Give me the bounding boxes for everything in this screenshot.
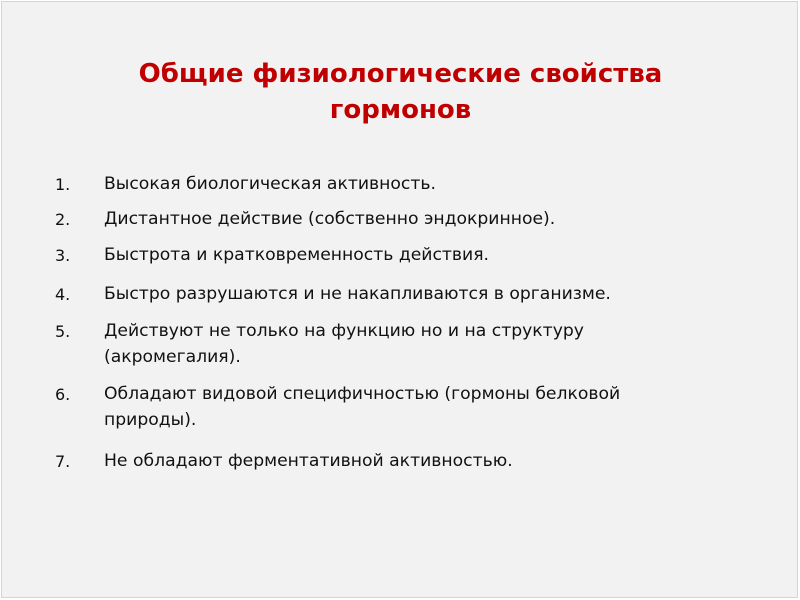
- list-item-text: Высокая биологическая активность.: [104, 174, 436, 194]
- list-item-number: 6.: [55, 385, 71, 404]
- list-item-number: 7.: [55, 452, 71, 471]
- list-item-number: 2.: [55, 210, 71, 229]
- list-item-number: 1.: [55, 175, 71, 194]
- slide: [1, 1, 798, 598]
- list-item-text: Быстрота и кратковременность действия.: [104, 245, 490, 265]
- list-item-number: 4.: [55, 285, 71, 304]
- properties-list: [2, 2, 799, 599]
- list-item-number: 5.: [55, 322, 71, 341]
- list-item-text: Не обладают ферментативной активностью.: [104, 451, 513, 471]
- list-item-text: Действуют не только на функцию но и на структуру (акромегалия).: [104, 321, 584, 367]
- slide-title-line-2: гормонов: [329, 95, 472, 125]
- slide-title-line-1: Общие физиологические свойства: [138, 59, 663, 89]
- list-item-text: Быстро разрушаются и не накапливаются в организме.: [104, 284, 611, 304]
- list-item-text: Дистантное действие (собственно эндокринное).: [104, 209, 556, 229]
- list-item-text: Обладают видовой специфичностью (гормоны белковой природы).: [104, 384, 621, 430]
- list-item-number: 3.: [55, 246, 71, 265]
